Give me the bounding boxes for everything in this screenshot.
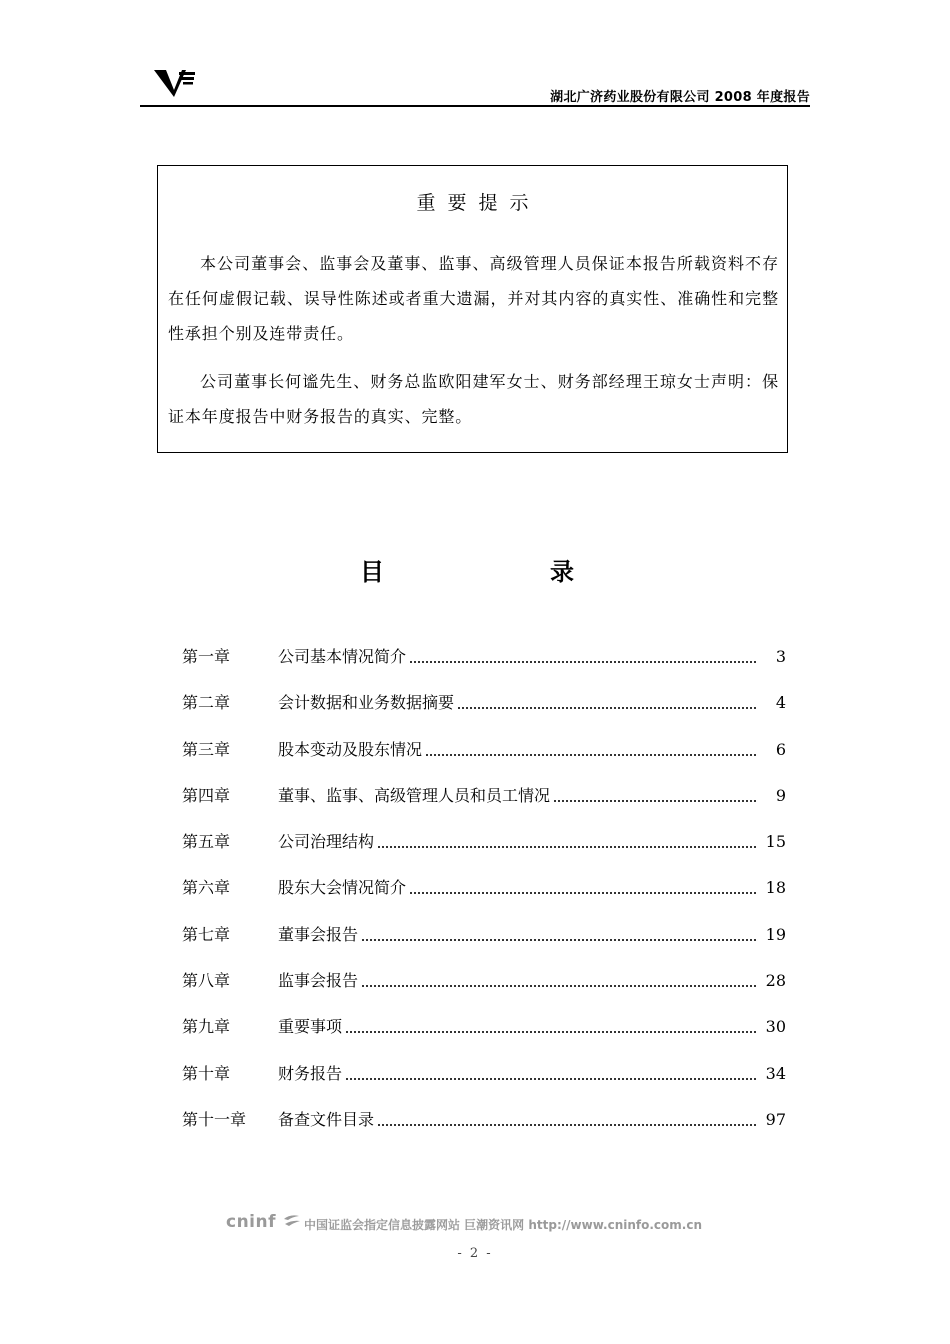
toc-page-number: 3 (775, 647, 786, 666)
toc-page-number: 15 (765, 832, 786, 852)
toc-entry-line (278, 921, 756, 949)
footer-brand-text: cninf (226, 1212, 277, 1232)
report-title: 湖北广济药业股份有限公司 2008 年度报告 (550, 90, 810, 105)
page-header (140, 62, 810, 108)
toc-page-number: 30 (765, 1017, 786, 1037)
toc-chapter-label: 第九章 (182, 1017, 231, 1037)
toc-chapter-title: 财务报告 (278, 1060, 344, 1088)
page-number: - 2 - (457, 1246, 493, 1261)
cninfo-swirl-icon (282, 1213, 302, 1229)
toc-chapter-title: 监事会报告 (278, 967, 360, 995)
toc-chapter-title: 备查文件目录 (278, 1106, 376, 1134)
toc-entry-line (278, 874, 756, 902)
toc-entry-line (278, 1060, 756, 1088)
toc-chapter-title: 会计数据和业务数据摘要 (278, 689, 456, 717)
toc-page-number: 28 (765, 971, 786, 991)
toc-chapter-label: 第五章 (182, 832, 231, 852)
toc-entry-line (278, 828, 756, 856)
toc-item (182, 828, 786, 874)
toc-chapter-title: 公司基本情况简介 (278, 643, 408, 671)
toc-page-number: 97 (765, 1109, 786, 1129)
notice-paragraph-1: 本公司董事会、监事会及董事、监事、高级管理人员保证本报告所载资料不存在任何虚假记载、误导性陈述或者重大遗漏，并对其内容的真实性、准确性和完整性承担个别及连带责任。 (168, 254, 779, 343)
toc-chapter-title: 公司治理结构 (278, 828, 376, 856)
company-logo-icon (152, 66, 196, 98)
toc-chapter-label: 第十章 (182, 1063, 231, 1083)
toc-chapter-label: 第四章 (182, 785, 231, 805)
toc-chapter-label: 第七章 (182, 924, 231, 944)
toc-chapter-title: 重要事项 (278, 1013, 344, 1041)
toc-chapter-title: 股东大会情况简介 (278, 874, 408, 902)
toc-chapter-label: 第六章 (182, 878, 231, 898)
toc-chapter-label: 第二章 (182, 693, 231, 713)
notice-title: 重要提示 (416, 192, 541, 214)
toc-item (182, 1106, 786, 1152)
toc-page-number: 34 (765, 1063, 786, 1083)
toc-entry-line (278, 643, 756, 671)
toc-entry-line (278, 1106, 756, 1134)
toc-page-number: 6 (775, 739, 786, 759)
notice-paragraph-2: 公司董事长何谧先生、财务总监欧阳建军女士、财务部经理王琼女士声明：保证本年度报告中财务报告的真实、完整。 (168, 372, 779, 426)
toc-entry-line (278, 967, 756, 995)
toc-chapter-label: 第一章 (182, 647, 231, 666)
toc-item (182, 736, 786, 782)
toc-item (182, 782, 786, 828)
toc-chapter-title: 股本变动及股东情况 (278, 736, 424, 764)
table-of-contents (182, 643, 786, 1152)
toc-page-number: 9 (775, 785, 786, 805)
toc-chapter-label: 第八章 (182, 971, 231, 991)
toc-chapter-title: 董事、监事、高级管理人员和员工情况 (278, 782, 552, 810)
toc-entry-line (278, 736, 756, 764)
header-divider (140, 105, 810, 107)
toc-item (182, 643, 786, 689)
footer-site-text: 中国证监会指定信息披露网站 巨潮资讯网 http://www.cninfo.com.cn (304, 1218, 702, 1232)
toc-page-number: 4 (775, 693, 786, 713)
toc-entry-line (278, 782, 756, 810)
toc-page-number: 18 (765, 878, 786, 898)
toc-chapter-label: 第三章 (182, 739, 231, 759)
footer-watermark (226, 1212, 716, 1236)
toc-dot-leader (278, 1031, 756, 1033)
toc-page-number: 19 (765, 924, 786, 944)
toc-item (182, 689, 786, 735)
toc-item (182, 874, 786, 920)
toc-item (182, 921, 786, 967)
toc-entry-line (278, 689, 756, 717)
toc-title-right: 录 (550, 558, 574, 586)
toc-item (182, 967, 786, 1013)
toc-item (182, 1060, 786, 1106)
toc-title-left: 目 (360, 558, 384, 586)
toc-dot-leader (278, 1078, 756, 1080)
toc-chapter-title: 董事会报告 (278, 921, 360, 949)
important-notice-box (157, 165, 788, 453)
toc-entry-line (278, 1013, 756, 1041)
footer-brand (226, 1212, 302, 1232)
toc-item (182, 1013, 786, 1059)
toc-chapter-label: 第十一章 (182, 1109, 247, 1129)
